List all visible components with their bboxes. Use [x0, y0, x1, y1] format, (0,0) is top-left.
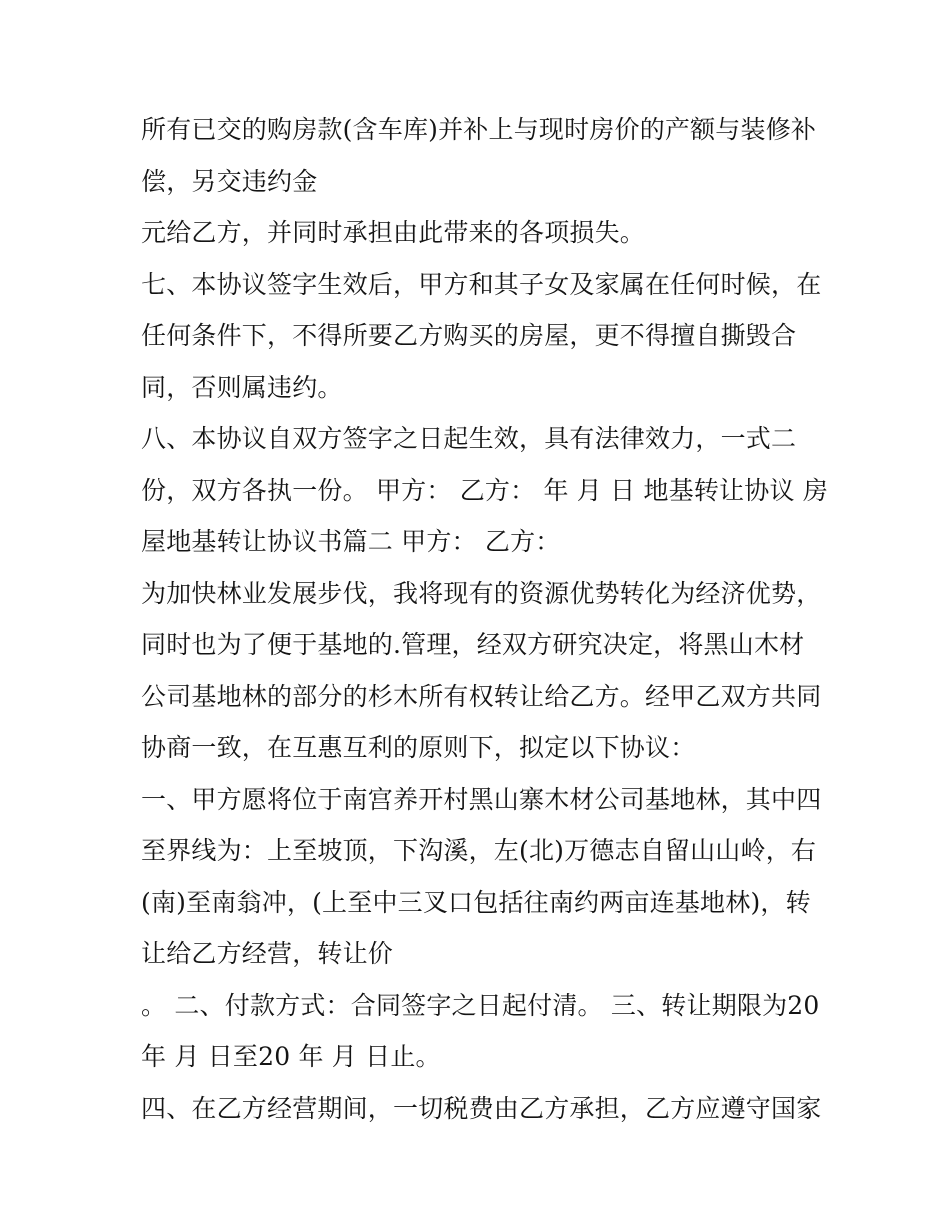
- text-line: 让给乙方经营，转让价: [141, 939, 394, 968]
- text-line: 协商一致，在互惠互利的原则下，拟定以下协议：: [141, 733, 696, 762]
- text-line: 元给乙方，并同时承担由此带来的各项损失。: [141, 218, 646, 247]
- text-line: 四、在乙方经营期间，一切税费由乙方承担，乙方应遵守国家: [141, 1093, 822, 1123]
- text-line: (南)至南翁冲，(上至中三叉口包括往南约两亩连基地林)，转: [141, 887, 811, 917]
- text-line: 八、本协议自双方签字之日起生效，具有法律效力，一式二: [141, 424, 797, 453]
- text-line: 同，否则属违约。: [141, 372, 343, 402]
- text-line: 屋地基转让协议书篇二 甲方： 乙方：: [141, 527, 561, 556]
- text-line: 同时也为了便于基地的.管理，经双方研究决定，将黑山木材: [141, 630, 805, 659]
- document-body: [141, 104, 829, 1134]
- text-line: 份，双方各执一份。 甲方： 乙方： 年 月 日 地基转让协议 房: [141, 475, 829, 505]
- text-line: 至界线为：上至坡顶，下沟溪，左(北)万德志自留山山岭，右: [141, 836, 817, 865]
- text-line: 七、本协议签字生效后，甲方和其子女及家属在任何时候，在: [141, 269, 822, 299]
- text-line: 年 月 日至20 年 月 日止。: [141, 1042, 441, 1071]
- text-line: 偿，另交违约金: [141, 166, 318, 196]
- text-line: 公司基地林的部分的杉木所有权转让给乙方。经甲乙双方共同: [141, 681, 822, 711]
- text-line: 所有已交的购房款(含车库)并补上与现时房价的产额与装修补: [141, 115, 817, 144]
- text-line: 一、甲方愿将位于南宫养开村黑山寨木材公司基地林，其中四: [141, 784, 822, 814]
- text-line: 为加快林业发展步伐，我将现有的资源优势转化为经济优势，: [141, 578, 822, 608]
- text-line: 。 二、付款方式：合同签字之日起付清。 三、转让期限为20: [141, 990, 820, 1020]
- text-line: 任何条件下，不得所要乙方购买的房屋，更不得擅自撕毁合: [141, 321, 797, 350]
